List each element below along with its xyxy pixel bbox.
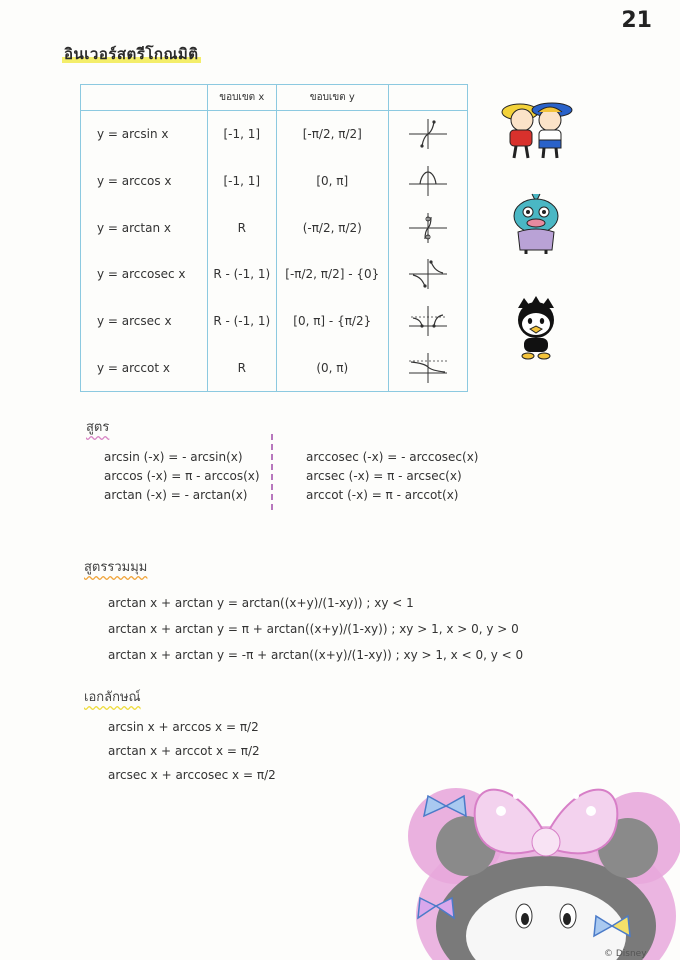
page-number: 21 <box>621 8 652 33</box>
graph-cell <box>389 344 468 391</box>
range-cell: (-π/2, π/2) <box>276 204 388 251</box>
header-cell-domain: ขอบเขต x <box>208 85 277 111</box>
table-row <box>81 298 468 345</box>
table-row <box>81 251 468 298</box>
range-cell: (0, π) <box>276 344 388 391</box>
identities-heading: เอกลักษณ์ <box>84 690 141 705</box>
page-title: อินเวอร์สตรีโกณมิติ <box>62 42 201 66</box>
formula-divider <box>271 434 273 510</box>
formula-line: arcsec (-x) = π - arcsec(x) <box>306 469 462 483</box>
formulas-left-column <box>104 448 260 505</box>
range-cell: [0, π] <box>276 158 388 205</box>
domain-cell: R - (-1, 1) <box>208 251 277 298</box>
graph-cell <box>389 111 468 158</box>
func-cell: y = arctan x <box>81 204 208 251</box>
table-row <box>81 204 468 251</box>
arccos-graph-icon <box>405 164 451 198</box>
identity-line: arcsec x + arccosec x = π/2 <box>108 768 276 782</box>
domain-cell: [-1, 1] <box>208 111 277 158</box>
formula-line: arcsin (-x) = - arcsin(x) <box>104 450 243 464</box>
hangyodon-sticker <box>508 190 564 256</box>
formula-line: arctan (-x) = - arctan(x) <box>104 488 248 502</box>
arctan-graph-icon <box>405 211 451 245</box>
formula-line: arccot (-x) = π - arccot(x) <box>306 488 459 502</box>
arccot-graph-icon <box>405 351 451 385</box>
func-cell: y = arccosec x <box>81 251 208 298</box>
arccosec-graph-icon <box>405 257 451 291</box>
arcsin-graph-icon <box>405 117 451 151</box>
badtz-maru-sticker <box>510 296 562 360</box>
arcsec-graph-icon <box>405 304 451 338</box>
range-cell: [0, π] - {π/2} <box>276 298 388 345</box>
sum-formula-line: arctan x + arctan y = -π + arctan((x+y)/(1-xy)) ; xy > 1, x < 0, y < 0 <box>108 648 524 662</box>
identity-line: arcsin x + arccos x = π/2 <box>108 720 259 734</box>
kids-sticker <box>496 96 580 162</box>
domain-cell: R <box>208 344 277 391</box>
graph-cell <box>389 158 468 205</box>
sum-formula-line: arctan x + arctan y = π + arctan((x+y)/(1-xy)) ; xy > 1, x > 0, y > 0 <box>108 622 519 636</box>
minnie-mouse-sticker <box>406 766 680 960</box>
header-cell-func <box>81 85 208 111</box>
func-cell: y = arccos x <box>81 158 208 205</box>
formula-line: arccos (-x) = π - arccos(x) <box>104 469 260 483</box>
range-cell: [-π/2, π/2] <box>276 111 388 158</box>
sum-formulas-heading: สูตรรวมมุม <box>84 560 148 575</box>
identity-line: arctan x + arccot x = π/2 <box>108 744 260 758</box>
graph-cell <box>389 204 468 251</box>
table-row <box>81 344 468 391</box>
func-cell: y = arcsin x <box>81 111 208 158</box>
formulas-heading: สูตร <box>86 420 110 435</box>
graph-cell <box>389 251 468 298</box>
domain-cell: [-1, 1] <box>208 158 277 205</box>
table-header-row <box>81 85 468 111</box>
table-row <box>81 111 468 158</box>
header-cell-graph <box>389 85 468 111</box>
table-row <box>81 158 468 205</box>
domain-cell: R <box>208 204 277 251</box>
graph-cell <box>389 298 468 345</box>
header-cell-range: ขอบเขต y <box>276 85 388 111</box>
formulas-right-column <box>306 448 479 505</box>
func-cell: y = arccot x <box>81 344 208 391</box>
formula-line: arccosec (-x) = - arccosec(x) <box>306 450 479 464</box>
inverse-trig-table <box>80 84 468 392</box>
copyright-text: © Disney <box>604 949 647 959</box>
func-cell: y = arcsec x <box>81 298 208 345</box>
domain-cell: R - (-1, 1) <box>208 298 277 345</box>
range-cell: [-π/2, π/2] - {0} <box>276 251 388 298</box>
sum-formula-line: arctan x + arctan y = arctan((x+y)/(1-xy)) ; xy < 1 <box>108 596 414 610</box>
